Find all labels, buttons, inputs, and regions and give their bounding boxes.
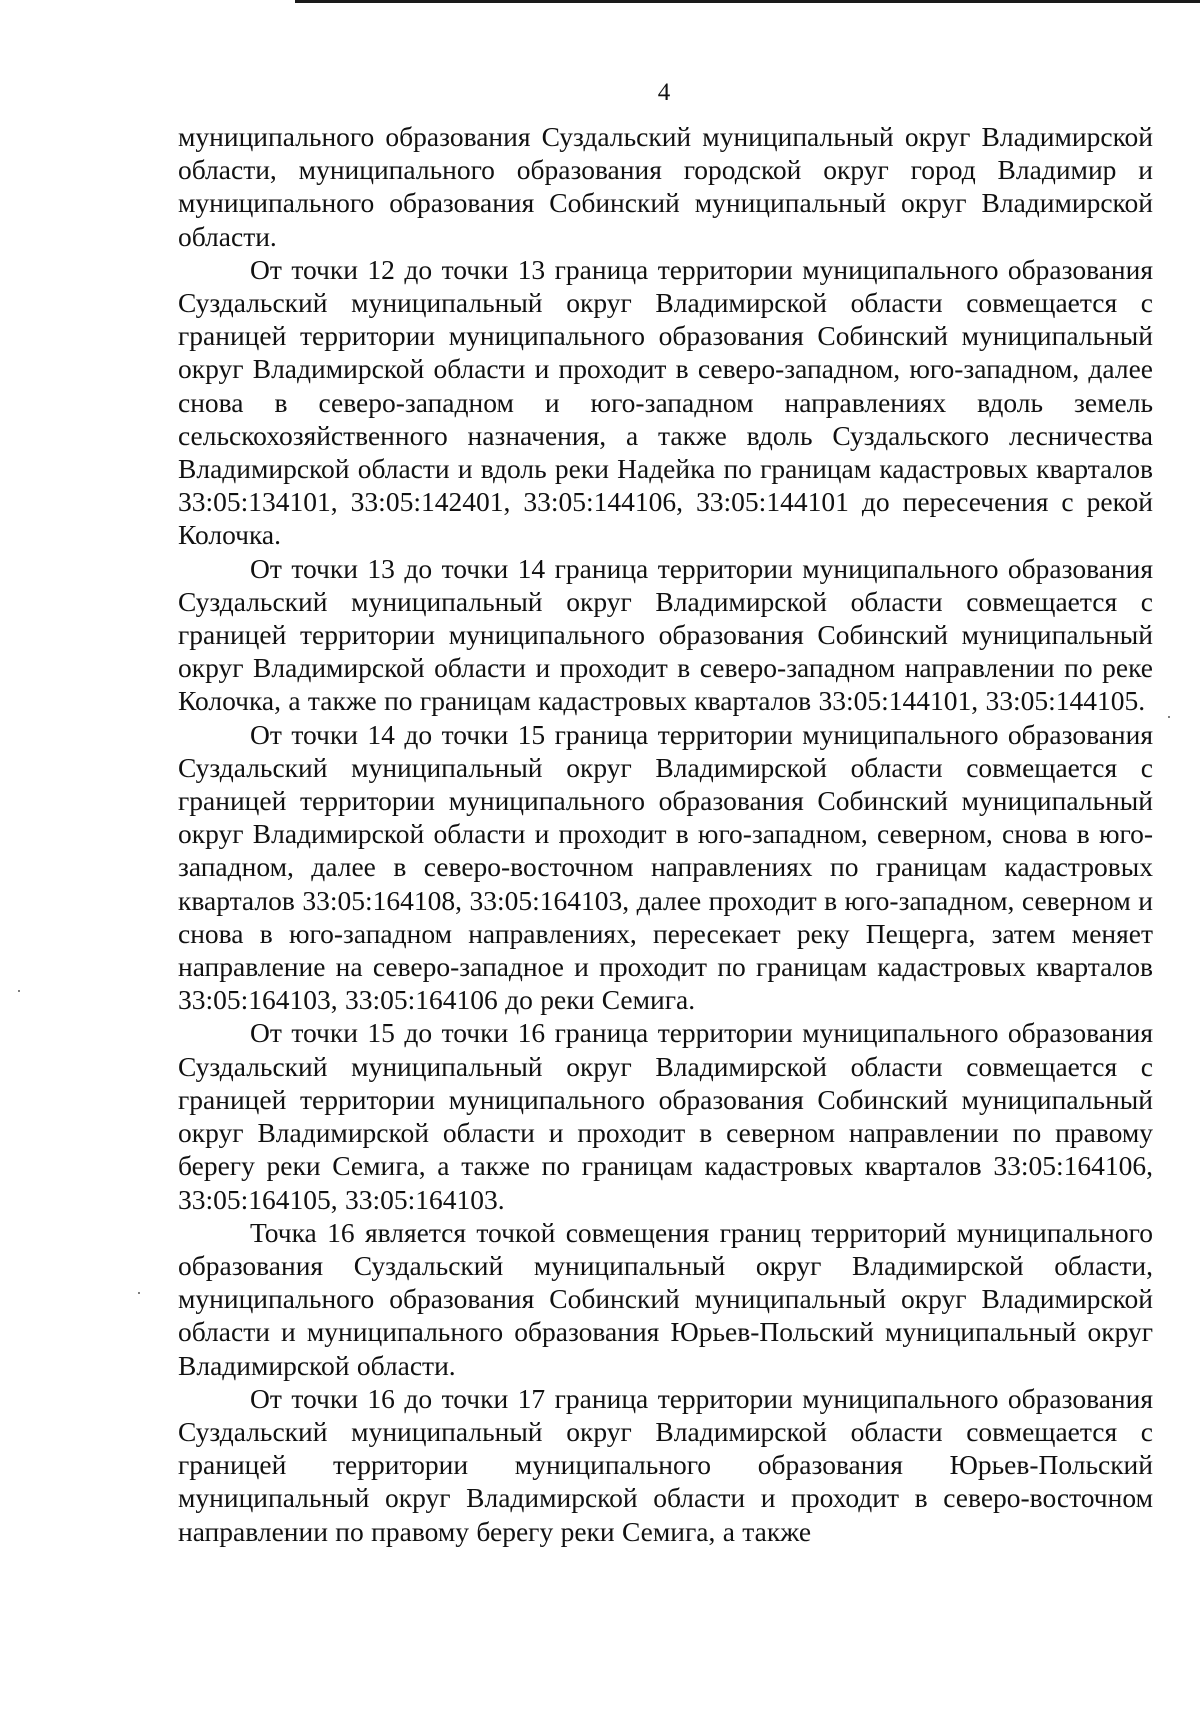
scan-speck [138,1292,140,1294]
paragraph-point-13-14: От точки 13 до точки 14 граница территории муниципального образования Суздальский муниципальный округ Владимирской области совмещается с границей территории муниципального образования Собинский муниципальный округ Владимирской области и проходит в северо-западном направлении по реке Колочка, а также по границам кадастровых кварталов 33:05:144101, 33:05:144105. [178,552,1153,717]
paragraph-point-14-15: От точки 14 до точки 15 граница территории муниципального образования Суздальский муниципальный округ Владимирской области совмещается с границей территории муниципального образования Собинский муниципальный округ Владимирской области и проходит в юго-западном, северном, снова в юго-западном, далее в северо-восточном направлениях по границам кадастровых кварталов 33:05:164108, 33:05:164103, далее проходит в юго-западном, северном и снова в юго-западном направлениях, пересекает реку Пещерга, затем меняет направление на северо-западное и проходит по границам кадастровых кварталов 33:05:164103, 33:05:164106 до реки Семига. [178,718,1153,1016]
scan-top-border [295,0,1200,3]
paragraph-point-16-junction: Точка 16 является точкой совмещения границ территорий муниципального образования Суздальский муниципальный округ Владимирской области, муниципального образования Собинский муниципальный округ Владимирской области и муниципального образования Юрьев-Польский муниципальный округ Владимирской области. [178,1216,1153,1381]
paragraph-point-15-16: От точки 15 до точки 16 граница территории муниципального образования Суздальский муниципальный округ Владимирской области совмещается с границей территории муниципального образования Собинский муниципальный округ Владимирской области и проходит в северном направлении по правому берегу реки Семига, а также по границам кадастровых кварталов 33:05:164106, 33:05:164105, 33:05:164103. [178,1017,1153,1215]
document-body [178,120,1153,1548]
scan-speck [18,990,20,992]
scan-speck [1168,716,1170,718]
paragraph-point-16-17: От точки 16 до точки 17 граница территории муниципального образования Суздальский муниципальный округ Владимирской области совмещается с границей территории муниципального образования Юрьев-Польский муниципальный округ Владимирской области и проходит в северо-восточном направлении по правому берегу реки Семига, а также [178,1382,1153,1547]
paragraph-point-12-13: От точки 12 до точки 13 граница территории муниципального образования Суздальский муниципальный округ Владимирской области совмещается с границей территории муниципального образования Собинский муниципальный округ Владимирской области и проходит в северо-западном, юго-западном, далее снова в северо-западном и юго-западном направлениях вдоль земель сельскохозяйственного назначения, а также вдоль Суздальского лесничества Владимирской области и вдоль реки Надейка по границам кадастровых кварталов 33:05:134101, 33:05:142401, 33:05:144106, 33:05:144101 до пересечения с рекой Колочка. [178,253,1153,551]
paragraph-continuation: муниципального образования Суздальский муниципальный округ Владимирской области, муниципального образования городской округ город Владимир и муниципального образования Собинский муниципальный округ Владимирской области. [178,121,1153,252]
page-number: 4 [657,79,671,106]
